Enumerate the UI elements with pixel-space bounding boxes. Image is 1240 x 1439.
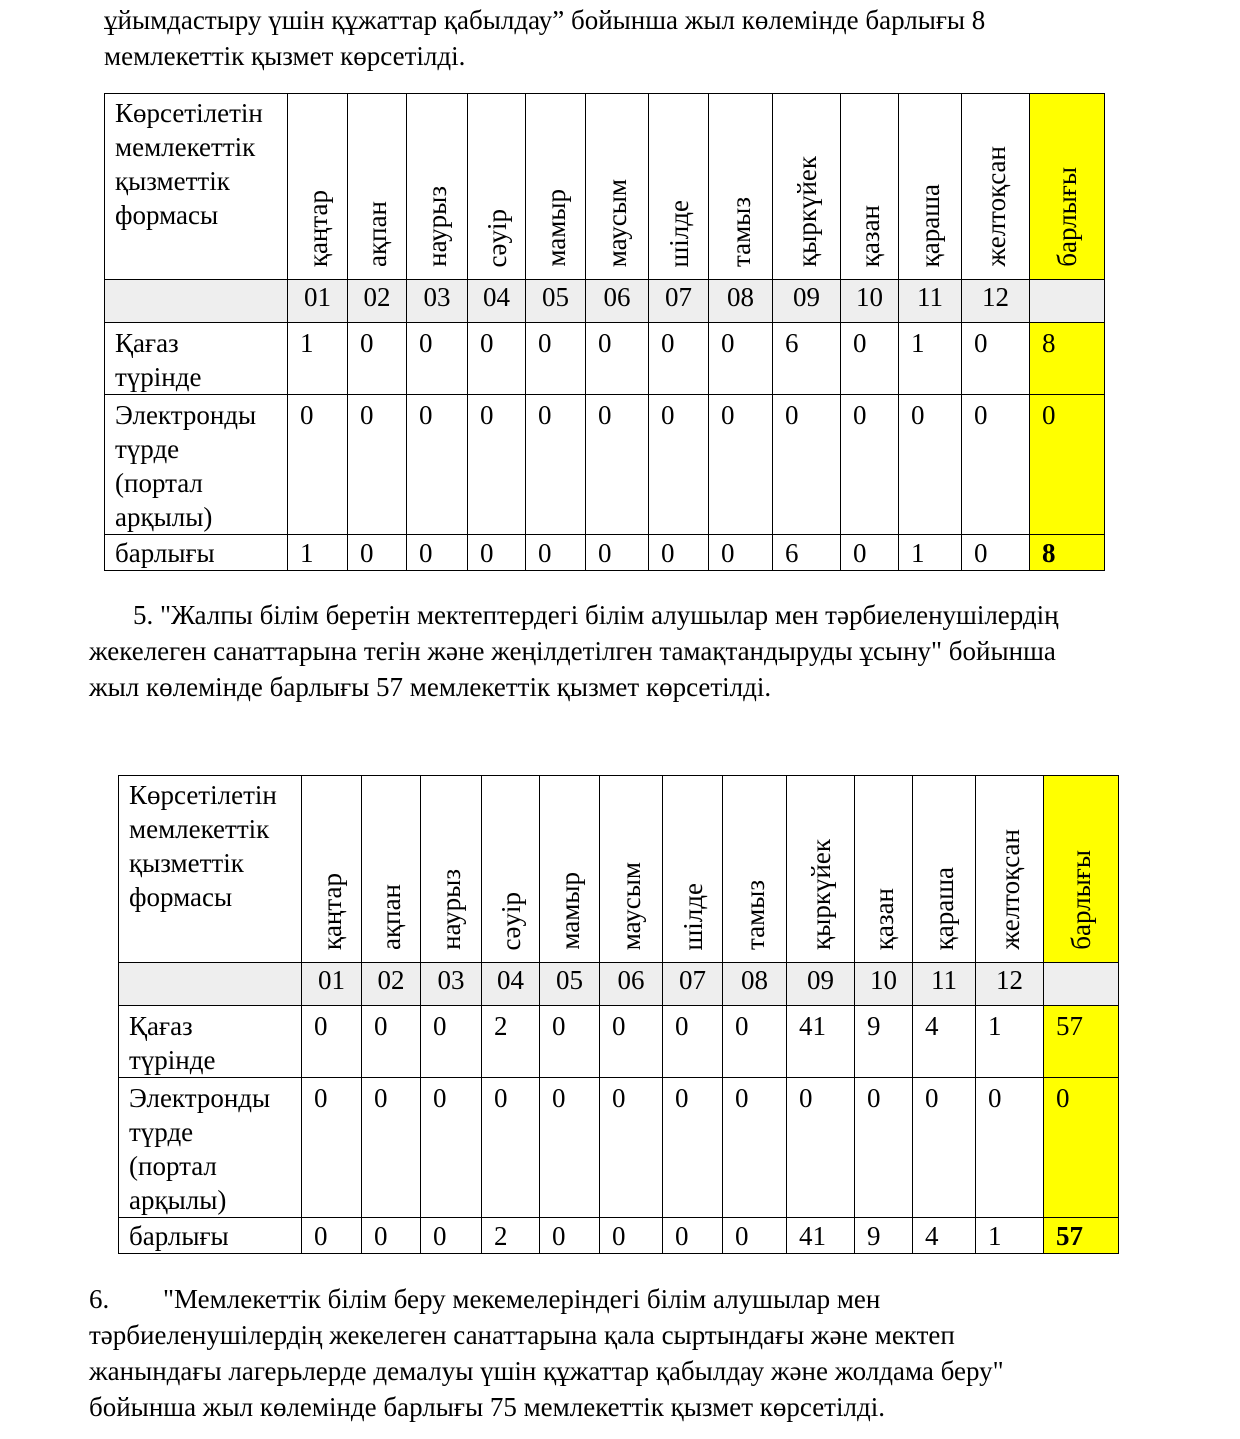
row-label-paper bbox=[105, 323, 288, 395]
value-cell: 0 bbox=[362, 1218, 421, 1254]
month-label: шілде bbox=[663, 199, 694, 267]
month-code: 04 bbox=[468, 280, 526, 323]
month-header bbox=[468, 94, 526, 280]
value-cell: 0 bbox=[302, 1218, 362, 1254]
value-cell: 0 bbox=[468, 323, 526, 395]
code-row bbox=[119, 963, 1119, 1006]
value-cell: 0 bbox=[288, 395, 348, 535]
month-label: қараша bbox=[929, 866, 959, 950]
month-header bbox=[663, 776, 723, 963]
value-cell: 0 bbox=[663, 1218, 723, 1254]
value-cell: 0 bbox=[723, 1218, 787, 1254]
month-header bbox=[540, 776, 600, 963]
value-cell: 0 bbox=[407, 323, 468, 395]
month-header bbox=[962, 94, 1030, 280]
electronic-row bbox=[119, 1078, 1119, 1218]
value-cell: 0 bbox=[586, 395, 649, 535]
section-5-line: жыл көлемінде барлығы 57 мемлекеттік қызмет көрсетілді. bbox=[89, 672, 772, 702]
month-label: шілде bbox=[677, 882, 708, 950]
month-label: мамыр bbox=[540, 189, 571, 267]
value-cell: 1 bbox=[288, 323, 348, 395]
month-code: 04 bbox=[482, 963, 540, 1006]
month-code: 05 bbox=[540, 963, 600, 1006]
month-header bbox=[899, 94, 962, 280]
value-cell: 0 bbox=[913, 1078, 976, 1218]
value-cell: 0 bbox=[962, 323, 1030, 395]
value-cell: 0 bbox=[709, 535, 773, 571]
month-code: 06 bbox=[586, 280, 649, 323]
section-6-line: бойынша жыл көлемінде барлығы 75 мемлекеттік қызмет көрсетілді. bbox=[89, 1392, 885, 1422]
value-cell: 0 bbox=[723, 1006, 787, 1078]
month-code: 09 bbox=[787, 963, 855, 1006]
value-cell: 0 bbox=[586, 535, 649, 571]
month-header bbox=[407, 94, 468, 280]
month-code: 10 bbox=[855, 963, 913, 1006]
intro-line: ұйымдастыру үшін құжаттар қабылдау” бойынша жыл көлемінде барлығы 8 bbox=[104, 5, 986, 35]
month-label: маусым bbox=[616, 861, 646, 950]
row-label-line: (портал bbox=[115, 468, 203, 498]
month-header bbox=[302, 776, 362, 963]
form-header-line: Көрсетілетін bbox=[129, 780, 277, 810]
month-code: 09 bbox=[773, 280, 841, 323]
month-code: 10 bbox=[841, 280, 899, 323]
month-code: 08 bbox=[709, 280, 773, 323]
value-cell: 0 bbox=[362, 1006, 421, 1078]
value-cell: 0 bbox=[526, 535, 586, 571]
month-label: наурыз bbox=[436, 869, 466, 950]
month-header bbox=[787, 776, 855, 963]
month-code: 01 bbox=[288, 280, 348, 323]
grand-total-cell: 8 bbox=[1030, 535, 1105, 571]
month-header bbox=[288, 94, 348, 280]
form-header-cell bbox=[105, 94, 288, 280]
form-header-line: формасы bbox=[129, 882, 233, 912]
month-code: 12 bbox=[976, 963, 1044, 1006]
month-code: 11 bbox=[913, 963, 976, 1006]
month-label: тамыз bbox=[739, 879, 770, 950]
month-header bbox=[348, 94, 407, 280]
form-header-line: Көрсетілетін bbox=[115, 98, 263, 128]
form-header-line: формасы bbox=[115, 200, 219, 230]
value-cell: 0 bbox=[526, 395, 586, 535]
month-header bbox=[709, 94, 773, 280]
value-cell: 4 bbox=[913, 1218, 976, 1254]
paper-row bbox=[119, 1006, 1119, 1078]
intro-line: мемлекеттік қызмет көрсетілді. bbox=[104, 41, 466, 71]
month-code: 05 bbox=[526, 280, 586, 323]
value-cell: 0 bbox=[421, 1218, 482, 1254]
month-label: ақпан bbox=[376, 884, 406, 950]
row-label-electronic bbox=[105, 395, 288, 535]
section-6-line: "Мемлекеттік білім беру мекемелеріндегі білім алушылар мен bbox=[163, 1284, 881, 1314]
value-cell: 0 bbox=[468, 395, 526, 535]
value-cell: 0 bbox=[540, 1006, 600, 1078]
value-cell: 0 bbox=[841, 323, 899, 395]
month-code: 12 bbox=[962, 280, 1030, 323]
total-row bbox=[105, 535, 1105, 571]
value-cell: 0 bbox=[407, 395, 468, 535]
month-label: желтоқсан bbox=[980, 146, 1011, 267]
month-label: маусым bbox=[602, 178, 632, 267]
row-label-electronic bbox=[119, 1078, 302, 1218]
value-cell: 41 bbox=[787, 1218, 855, 1254]
section-6-line: тәрбиеленушілердің жекелеген санаттарына қала сыртындағы және мектеп bbox=[89, 1320, 955, 1350]
value-cell: 0 bbox=[976, 1078, 1044, 1218]
value-cell: 6 bbox=[773, 535, 841, 571]
month-header bbox=[913, 776, 976, 963]
row-total-cell: 0 bbox=[1044, 1078, 1119, 1218]
value-cell: 41 bbox=[787, 1006, 855, 1078]
value-cell: 0 bbox=[663, 1078, 723, 1218]
month-label: қараша bbox=[915, 183, 945, 267]
value-cell: 0 bbox=[841, 535, 899, 571]
value-cell: 0 bbox=[663, 1006, 723, 1078]
total-row bbox=[119, 1218, 1119, 1254]
value-cell: 1 bbox=[976, 1218, 1044, 1254]
value-cell: 0 bbox=[348, 323, 407, 395]
month-label: наурыз bbox=[422, 186, 452, 267]
total-label: барлығы bbox=[1052, 167, 1082, 267]
row-label-line: (портал bbox=[129, 1151, 217, 1181]
value-cell: 0 bbox=[855, 1078, 913, 1218]
month-label: қаңтар bbox=[316, 872, 347, 950]
row-label-total: барлығы bbox=[119, 1218, 302, 1254]
row-label-line: түрде bbox=[129, 1117, 194, 1147]
row-total-cell: 8 bbox=[1030, 323, 1105, 395]
value-cell: 0 bbox=[348, 395, 407, 535]
month-code: 01 bbox=[302, 963, 362, 1006]
value-cell: 0 bbox=[421, 1006, 482, 1078]
value-cell: 4 bbox=[913, 1006, 976, 1078]
row-label-total: барлығы bbox=[105, 535, 288, 571]
row-label-line: Электронды bbox=[115, 400, 257, 430]
row-label-line: Қағаз bbox=[129, 1011, 193, 1041]
row-label-line: түрінде bbox=[115, 362, 202, 392]
month-header bbox=[586, 94, 649, 280]
month-label: қаңтар bbox=[302, 189, 333, 267]
month-header bbox=[600, 776, 663, 963]
month-header bbox=[421, 776, 482, 963]
month-label: қазан bbox=[854, 204, 885, 267]
month-code: 03 bbox=[407, 280, 468, 323]
value-cell: 0 bbox=[649, 535, 709, 571]
value-cell: 0 bbox=[362, 1078, 421, 1218]
value-cell: 0 bbox=[600, 1218, 663, 1254]
value-cell: 0 bbox=[540, 1078, 600, 1218]
section-6-first-line bbox=[89, 1281, 1004, 1317]
value-cell: 0 bbox=[540, 1218, 600, 1254]
month-label: тамыз bbox=[725, 196, 756, 267]
section-6-line: жанындағы лагерьлерде демалуы үшін құжаттар қабылдау және жолдама беру" bbox=[89, 1356, 1004, 1386]
section-5-line: 5. "Жалпы білім беретін мектептердегі білім алушылар мен тәрбиеленушілердің bbox=[133, 600, 1059, 630]
row-label-line: арқылы) bbox=[129, 1185, 227, 1215]
month-label: мамыр bbox=[554, 872, 585, 950]
month-code: 08 bbox=[723, 963, 787, 1006]
row-label-line: Қағаз bbox=[115, 328, 179, 358]
row-label-line: түрінде bbox=[129, 1045, 216, 1075]
value-cell: 0 bbox=[302, 1006, 362, 1078]
intro-paragraph bbox=[104, 2, 985, 74]
row-label-line: арқылы) bbox=[115, 502, 213, 532]
month-header bbox=[976, 776, 1044, 963]
value-cell: 0 bbox=[407, 535, 468, 571]
electronic-row bbox=[105, 395, 1105, 535]
month-code: 07 bbox=[663, 963, 723, 1006]
value-cell: 0 bbox=[962, 535, 1030, 571]
section-6-paragraph bbox=[89, 1281, 1004, 1425]
month-code: 03 bbox=[421, 963, 482, 1006]
month-header bbox=[526, 94, 586, 280]
value-cell: 0 bbox=[468, 535, 526, 571]
month-header bbox=[649, 94, 709, 280]
value-cell: 9 bbox=[855, 1218, 913, 1254]
section-5-line: жекелеген санаттарына тегін және жеңілдетілген тамақтандыруды ұсыну" бойынша bbox=[89, 636, 1056, 666]
header-row bbox=[119, 776, 1119, 963]
code-blank-cell bbox=[1030, 280, 1105, 323]
month-code: 06 bbox=[600, 963, 663, 1006]
month-header bbox=[773, 94, 841, 280]
value-cell: 6 bbox=[773, 323, 841, 395]
value-cell: 0 bbox=[899, 395, 962, 535]
value-cell: 0 bbox=[482, 1078, 540, 1218]
value-cell: 0 bbox=[600, 1006, 663, 1078]
month-code: 02 bbox=[348, 280, 407, 323]
month-header bbox=[841, 94, 899, 280]
value-cell: 0 bbox=[348, 535, 407, 571]
form-header-line: мемлекеттік bbox=[129, 814, 270, 844]
month-label: сәуір bbox=[481, 208, 512, 267]
total-header bbox=[1030, 94, 1105, 280]
month-code: 07 bbox=[649, 280, 709, 323]
form-header-cell bbox=[119, 776, 302, 963]
grand-total-cell: 57 bbox=[1044, 1218, 1119, 1254]
month-header bbox=[482, 776, 540, 963]
value-cell: 0 bbox=[586, 323, 649, 395]
row-label-line: Электронды bbox=[129, 1083, 271, 1113]
value-cell: 0 bbox=[709, 395, 773, 535]
month-label: қыркүйек bbox=[791, 156, 822, 267]
row-label-line: түрде bbox=[115, 434, 180, 464]
month-label: қазан bbox=[868, 887, 899, 950]
value-cell: 2 bbox=[482, 1006, 540, 1078]
value-cell: 0 bbox=[723, 1078, 787, 1218]
code-row bbox=[105, 280, 1105, 323]
month-label: желтоқсан bbox=[994, 829, 1025, 950]
month-header bbox=[723, 776, 787, 963]
value-cell: 1 bbox=[899, 535, 962, 571]
value-cell: 0 bbox=[962, 395, 1030, 535]
month-label: қыркүйек bbox=[805, 839, 836, 950]
header-row bbox=[105, 94, 1105, 280]
value-cell: 0 bbox=[302, 1078, 362, 1218]
value-cell: 0 bbox=[421, 1078, 482, 1218]
month-header bbox=[855, 776, 913, 963]
value-cell: 2 bbox=[482, 1218, 540, 1254]
value-cell: 1 bbox=[288, 535, 348, 571]
value-cell: 0 bbox=[841, 395, 899, 535]
month-label: сәуір bbox=[495, 891, 526, 950]
value-cell: 0 bbox=[787, 1078, 855, 1218]
code-blank-cell bbox=[1044, 963, 1119, 1006]
value-cell: 0 bbox=[600, 1078, 663, 1218]
value-cell: 0 bbox=[649, 323, 709, 395]
month-label: ақпан bbox=[362, 201, 392, 267]
value-cell: 1 bbox=[976, 1006, 1044, 1078]
value-cell: 0 bbox=[773, 395, 841, 535]
code-blank-cell bbox=[105, 280, 288, 323]
row-total-cell: 0 bbox=[1030, 395, 1105, 535]
month-code: 02 bbox=[362, 963, 421, 1006]
form-header-line: мемлекеттік bbox=[115, 132, 256, 162]
value-cell: 1 bbox=[899, 323, 962, 395]
value-cell: 9 bbox=[855, 1006, 913, 1078]
row-label-paper bbox=[119, 1006, 302, 1078]
month-code: 11 bbox=[899, 280, 962, 323]
month-header bbox=[362, 776, 421, 963]
total-header bbox=[1044, 776, 1119, 963]
code-blank-cell bbox=[119, 963, 302, 1006]
form-header-line: қызметтік bbox=[115, 166, 230, 196]
total-label: барлығы bbox=[1066, 850, 1096, 950]
form-header-line: қызметтік bbox=[129, 848, 244, 878]
value-cell: 0 bbox=[649, 395, 709, 535]
services-table-1 bbox=[104, 93, 1105, 571]
row-total-cell: 57 bbox=[1044, 1006, 1119, 1078]
value-cell: 0 bbox=[709, 323, 773, 395]
paper-row bbox=[105, 323, 1105, 395]
section-6-number: 6. bbox=[89, 1284, 110, 1314]
section-5-paragraph bbox=[89, 597, 1059, 705]
services-table-2 bbox=[118, 775, 1119, 1254]
value-cell: 0 bbox=[526, 323, 586, 395]
